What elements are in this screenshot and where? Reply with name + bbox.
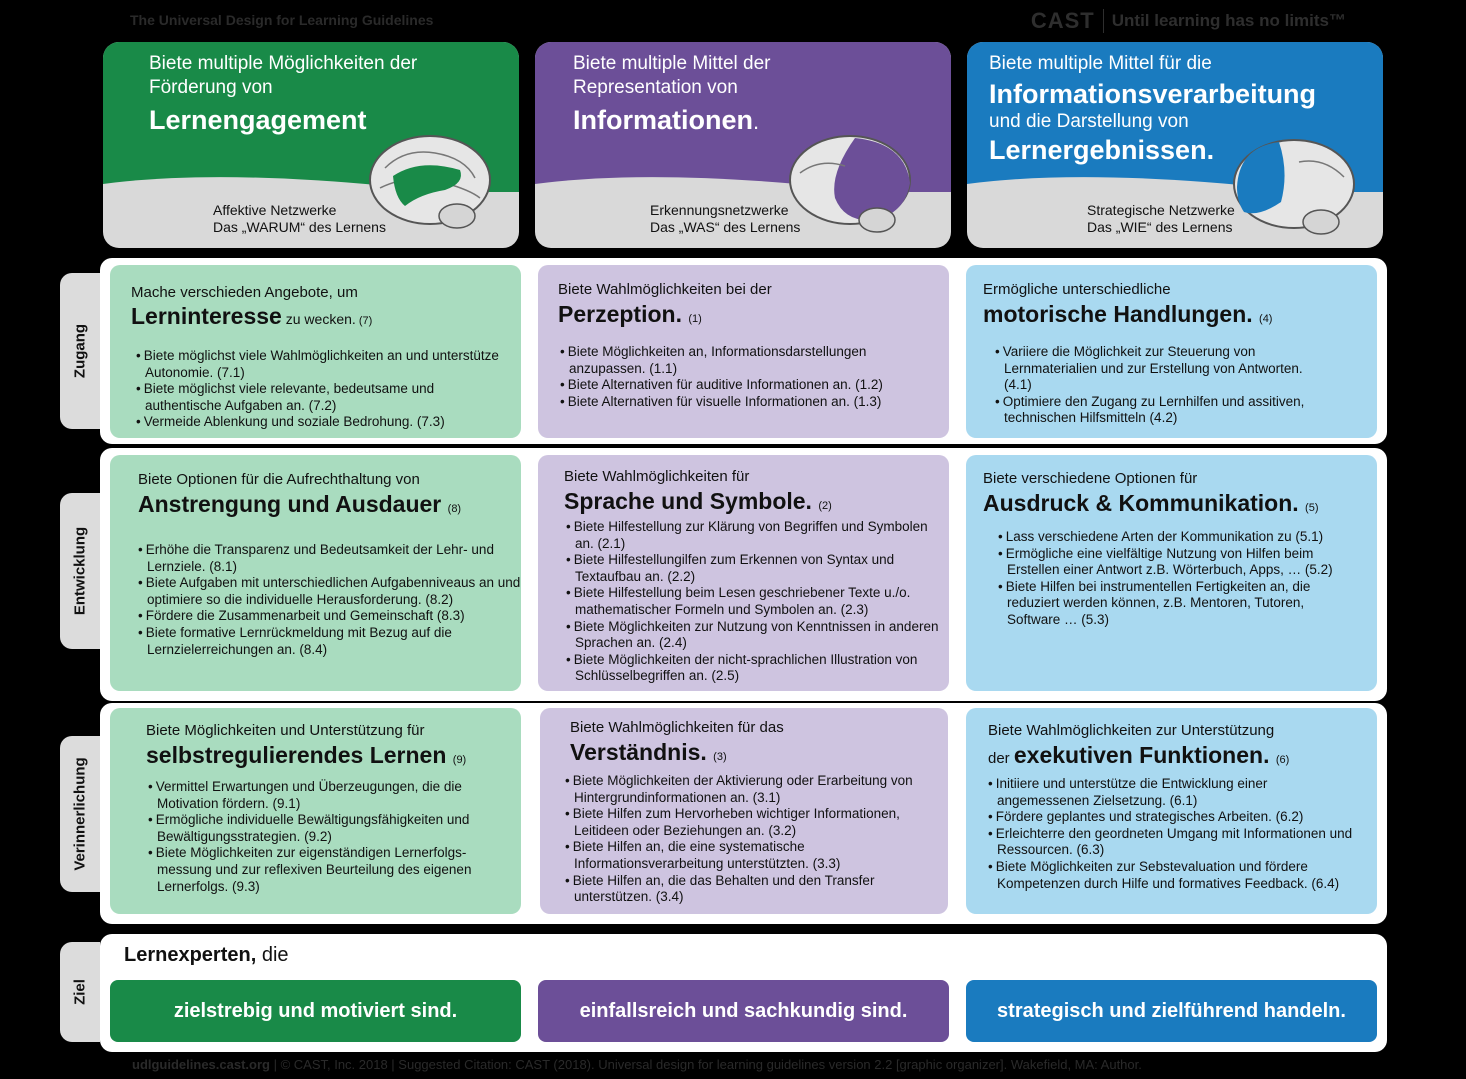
cell-lead: Biete Wahlmöglichkeiten für bbox=[564, 468, 750, 485]
list-item: • Biete Möglichkeiten der nicht-sprachlichen Illustration von Schlüsselbegriffen an. (2.5) bbox=[564, 652, 944, 685]
brand bbox=[1031, 8, 1346, 34]
brain-recognition-icon bbox=[785, 128, 915, 238]
cell-motorische-handlungen bbox=[966, 265, 1377, 438]
guideline-list bbox=[563, 773, 948, 906]
list-item: • Biete Alternativen für visuelle Informationen an. (1.3) bbox=[558, 394, 943, 411]
cell-title: Perzeption. (1) bbox=[558, 301, 702, 327]
list-item: • Biete Möglichkeiten zur eigenständigen Lernerfolgs-messung und zur reflexiven Beurteilung des eigenen Lernerfolgs. (9.3) bbox=[146, 845, 506, 895]
cell-lead: Biete Wahlmöglichkeiten für das bbox=[570, 719, 784, 736]
row-label-entwicklung: Entwicklung bbox=[60, 493, 100, 649]
list-item: • Optimiere den Zugang zu Lernhilfen und assitiven, technischen Hilfsmitteln (4.2) bbox=[993, 394, 1323, 427]
header-action-expression bbox=[967, 42, 1383, 248]
header-representation bbox=[535, 42, 951, 248]
cell-title: motorische Handlungen. (4) bbox=[983, 301, 1273, 327]
guideline-list bbox=[996, 529, 1361, 629]
list-item: • Biete Hilfestellung beim Lesen geschriebener Texte u./o. mathematischer Formeln und Symbolen an. (2.3) bbox=[564, 585, 944, 618]
network-label: Strategische Netzwerke Das „WIE“ des Lernens bbox=[1087, 202, 1235, 235]
guideline-list bbox=[564, 519, 944, 685]
list-item: • Fördere geplantes und strategisches Arbeiten. (6.2) bbox=[986, 809, 1356, 826]
list-item: • Biete Hilfen an, die eine systematische Informationsverarbeitung unterstützten. (3.3) bbox=[563, 839, 948, 872]
goal-action-expression: strategisch und zielführend handeln. bbox=[966, 980, 1377, 1042]
cell-title: Anstrengung und Ausdauer (8) bbox=[138, 491, 462, 517]
cell-lead: Biete verschiedene Optionen für bbox=[983, 470, 1198, 487]
header-engagement bbox=[103, 42, 519, 248]
cell-lead: Biete Möglichkeiten und Unterstützung für bbox=[146, 722, 425, 739]
cell-selbstregulierendes-lernen bbox=[110, 708, 521, 914]
cell-lead: Ermögliche unterschiedliche bbox=[983, 281, 1171, 298]
guideline-list bbox=[993, 344, 1323, 427]
list-item: • Vermeide Ablenkung und soziale Bedrohung. (7.3) bbox=[134, 414, 514, 431]
cell-title: Verständnis. (3) bbox=[570, 739, 727, 765]
list-item: • Biete Möglichkeiten an, Informationsdarstellungen anzupassen. (1.1) bbox=[558, 344, 943, 377]
list-item: • Erleichterre den geordneten Umgang mit Informationen und Ressourcen. (6.3) bbox=[986, 826, 1356, 859]
list-item: • Biete Aufgaben mit unterschiedlichen Aufgabenniveaus an und optimiere so die individuelle Herausforderung. (8.2) bbox=[136, 575, 521, 608]
cell-anstrengung-ausdauer bbox=[110, 455, 521, 691]
list-item: • Lass verschiedene Arten der Kommunikation zu (5.1) bbox=[996, 529, 1361, 546]
list-item: • Biete Alternativen für auditive Informationen an. (1.2) bbox=[558, 377, 943, 394]
list-item: • Biete Hilfen bei instrumentellen Fertigkeiten an, die reduziert werden können, z.B. Mentoren, Tutoren, Software … (5.3) bbox=[996, 579, 1361, 629]
list-item: • Initiiere und unterstütze die Entwicklung einer angemessenen Zielsetzung. (6.1) bbox=[986, 776, 1356, 809]
header-text: Biete multiple Mittel der Representation von Informationen. bbox=[573, 53, 771, 135]
guideline-list bbox=[558, 344, 943, 410]
cell-lead: Biete Optionen für die Aufrechthaltung von bbox=[138, 471, 420, 488]
network-label: Affektive Netzwerke Das „WARUM“ des Lernens bbox=[213, 202, 386, 235]
cell-title: selbstregulierendes Lernen (9) bbox=[146, 742, 467, 768]
cell-perzeption bbox=[538, 265, 949, 438]
row-label-zugang: Zugang bbox=[60, 273, 100, 429]
footer-citation: udlguidelines.cast.org | © CAST, Inc. 2018 | Suggested Citation: CAST (2018). Universal design for learning guidelines version 2.2 [graphic organizer]. Wakefield, MA: Author. bbox=[132, 1057, 1142, 1072]
cell-lead: Mache verschieden Angebote, um bbox=[131, 284, 358, 301]
cell-lead: Biete Wahlmöglichkeiten bei der bbox=[558, 281, 772, 298]
list-item: • Ermögliche individuelle Bewältigungsfähigkeiten und Bewältigungsstrategien. (9.2) bbox=[146, 812, 506, 845]
goal-engagement: zielstrebig und motiviert sind. bbox=[110, 980, 521, 1042]
cell-title: Sprache und Symbole. (2) bbox=[564, 488, 832, 514]
cell-verstaendnis bbox=[540, 708, 948, 914]
list-item: • Biete formative Lernrückmeldung mit Bezug auf die Lernzielerreichungen an. (8.4) bbox=[136, 625, 521, 658]
list-item: • Ermögliche eine vielfältige Nutzung von Hilfen beim Erstellen einer Antwort z.B. Wörterbuch, Apps, … (5.2) bbox=[996, 546, 1361, 579]
list-item: • Biete möglichst viele Wahlmöglichkeiten an und unterstütze Autonomie. (7.1) bbox=[134, 348, 514, 381]
goal-representation: einfallsreich und sachkundig sind. bbox=[538, 980, 949, 1042]
row-label-verinnerlichung: Verinnerlichung bbox=[60, 736, 100, 892]
cell-exekutive-funktionen bbox=[966, 708, 1377, 914]
list-item: • Biete Möglichkeiten der Aktivierung oder Erarbeitung von Hintergrundinformationen an. (3.1) bbox=[563, 773, 948, 806]
row-label-ziel: Ziel bbox=[60, 942, 100, 1042]
guideline-list bbox=[146, 779, 506, 895]
cell-ausdruck-kommunikation bbox=[966, 455, 1377, 691]
list-item: • Biete Hilfestellungilfen zum Erkennen von Syntax und Textaufbau an. (2.2) bbox=[564, 552, 944, 585]
list-item: • Variiere die Möglichkeit zur Steuerung von Lernmaterialien und zur Erstellung von Antworten. (4.1) bbox=[993, 344, 1323, 394]
brain-strategic-icon bbox=[1229, 132, 1359, 242]
list-item: • Biete Möglichkeiten zur Sebstevaluation und fördere Kompetenzen durch Hilfe und formatives Feedback. (6.4) bbox=[986, 859, 1356, 892]
guideline-list bbox=[986, 776, 1356, 892]
divider bbox=[1103, 9, 1104, 33]
list-item: • Biete Hilfen zum Hervorheben wichtiger Informationen, Leitideen oder Beziehungen an. (3.2) bbox=[563, 806, 948, 839]
cell-lead: Biete Wahlmöglichkeiten zur Unterstützung bbox=[988, 722, 1275, 739]
list-item: • Fördere die Zusammenarbeit und Gemeinschaft (8.3) bbox=[136, 608, 521, 625]
network-label: Erkennungsnetzwerke Das „WAS“ des Lernens bbox=[650, 202, 801, 235]
cell-title: Ausdruck & Kommunikation. (5) bbox=[983, 490, 1319, 516]
cast-logo: CAST bbox=[1030, 8, 1095, 33]
list-item: • Biete möglichst viele relevante, bedeutsame und authentische Aufgaben an. (7.2) bbox=[134, 381, 514, 414]
footer-link[interactable]: udlguidelines.cast.org bbox=[132, 1057, 270, 1072]
cell-lerninteresse bbox=[110, 265, 521, 438]
guideline-list bbox=[136, 542, 521, 658]
header-text: Biete multiple Möglichkeiten der Förderung von Lernengagement bbox=[149, 53, 418, 135]
cell-sprache-symbole bbox=[538, 455, 949, 691]
header-text: Biete multiple Mittel für die Informationsverarbeitung und die Darstellung von Lernergebnissen. bbox=[989, 53, 1317, 165]
cell-title: Lerninteresse zu wecken. (7) bbox=[131, 303, 373, 329]
goal-heading: Lernexperten, die bbox=[124, 944, 289, 966]
tagline: Until learning has no limits™ bbox=[1111, 11, 1346, 30]
list-item: • Erhöhe die Transparenz und Bedeutsamkeit der Lehr- und Lernziele. (8.1) bbox=[136, 542, 521, 575]
list-item: • Biete Möglichkeiten zur Nutzung von Kenntnissen in anderen Sprachen an. (2.4) bbox=[564, 619, 944, 652]
list-item: • Vermittel Erwartungen und Überzeugungen, die die Motivation fördern. (9.1) bbox=[146, 779, 506, 812]
list-item: • Biete Hilfestellung zur Klärung von Begriffen und Symbolen an. (2.1) bbox=[564, 519, 944, 552]
list-item: • Biete Hilfen an, die das Behalten und den Transfer unterstützen. (3.4) bbox=[563, 873, 948, 906]
cell-title: der exekutiven Funktionen. (6) bbox=[988, 742, 1290, 768]
guideline-list bbox=[134, 348, 514, 431]
document-title: The Universal Design for Learning Guidelines bbox=[130, 12, 434, 28]
